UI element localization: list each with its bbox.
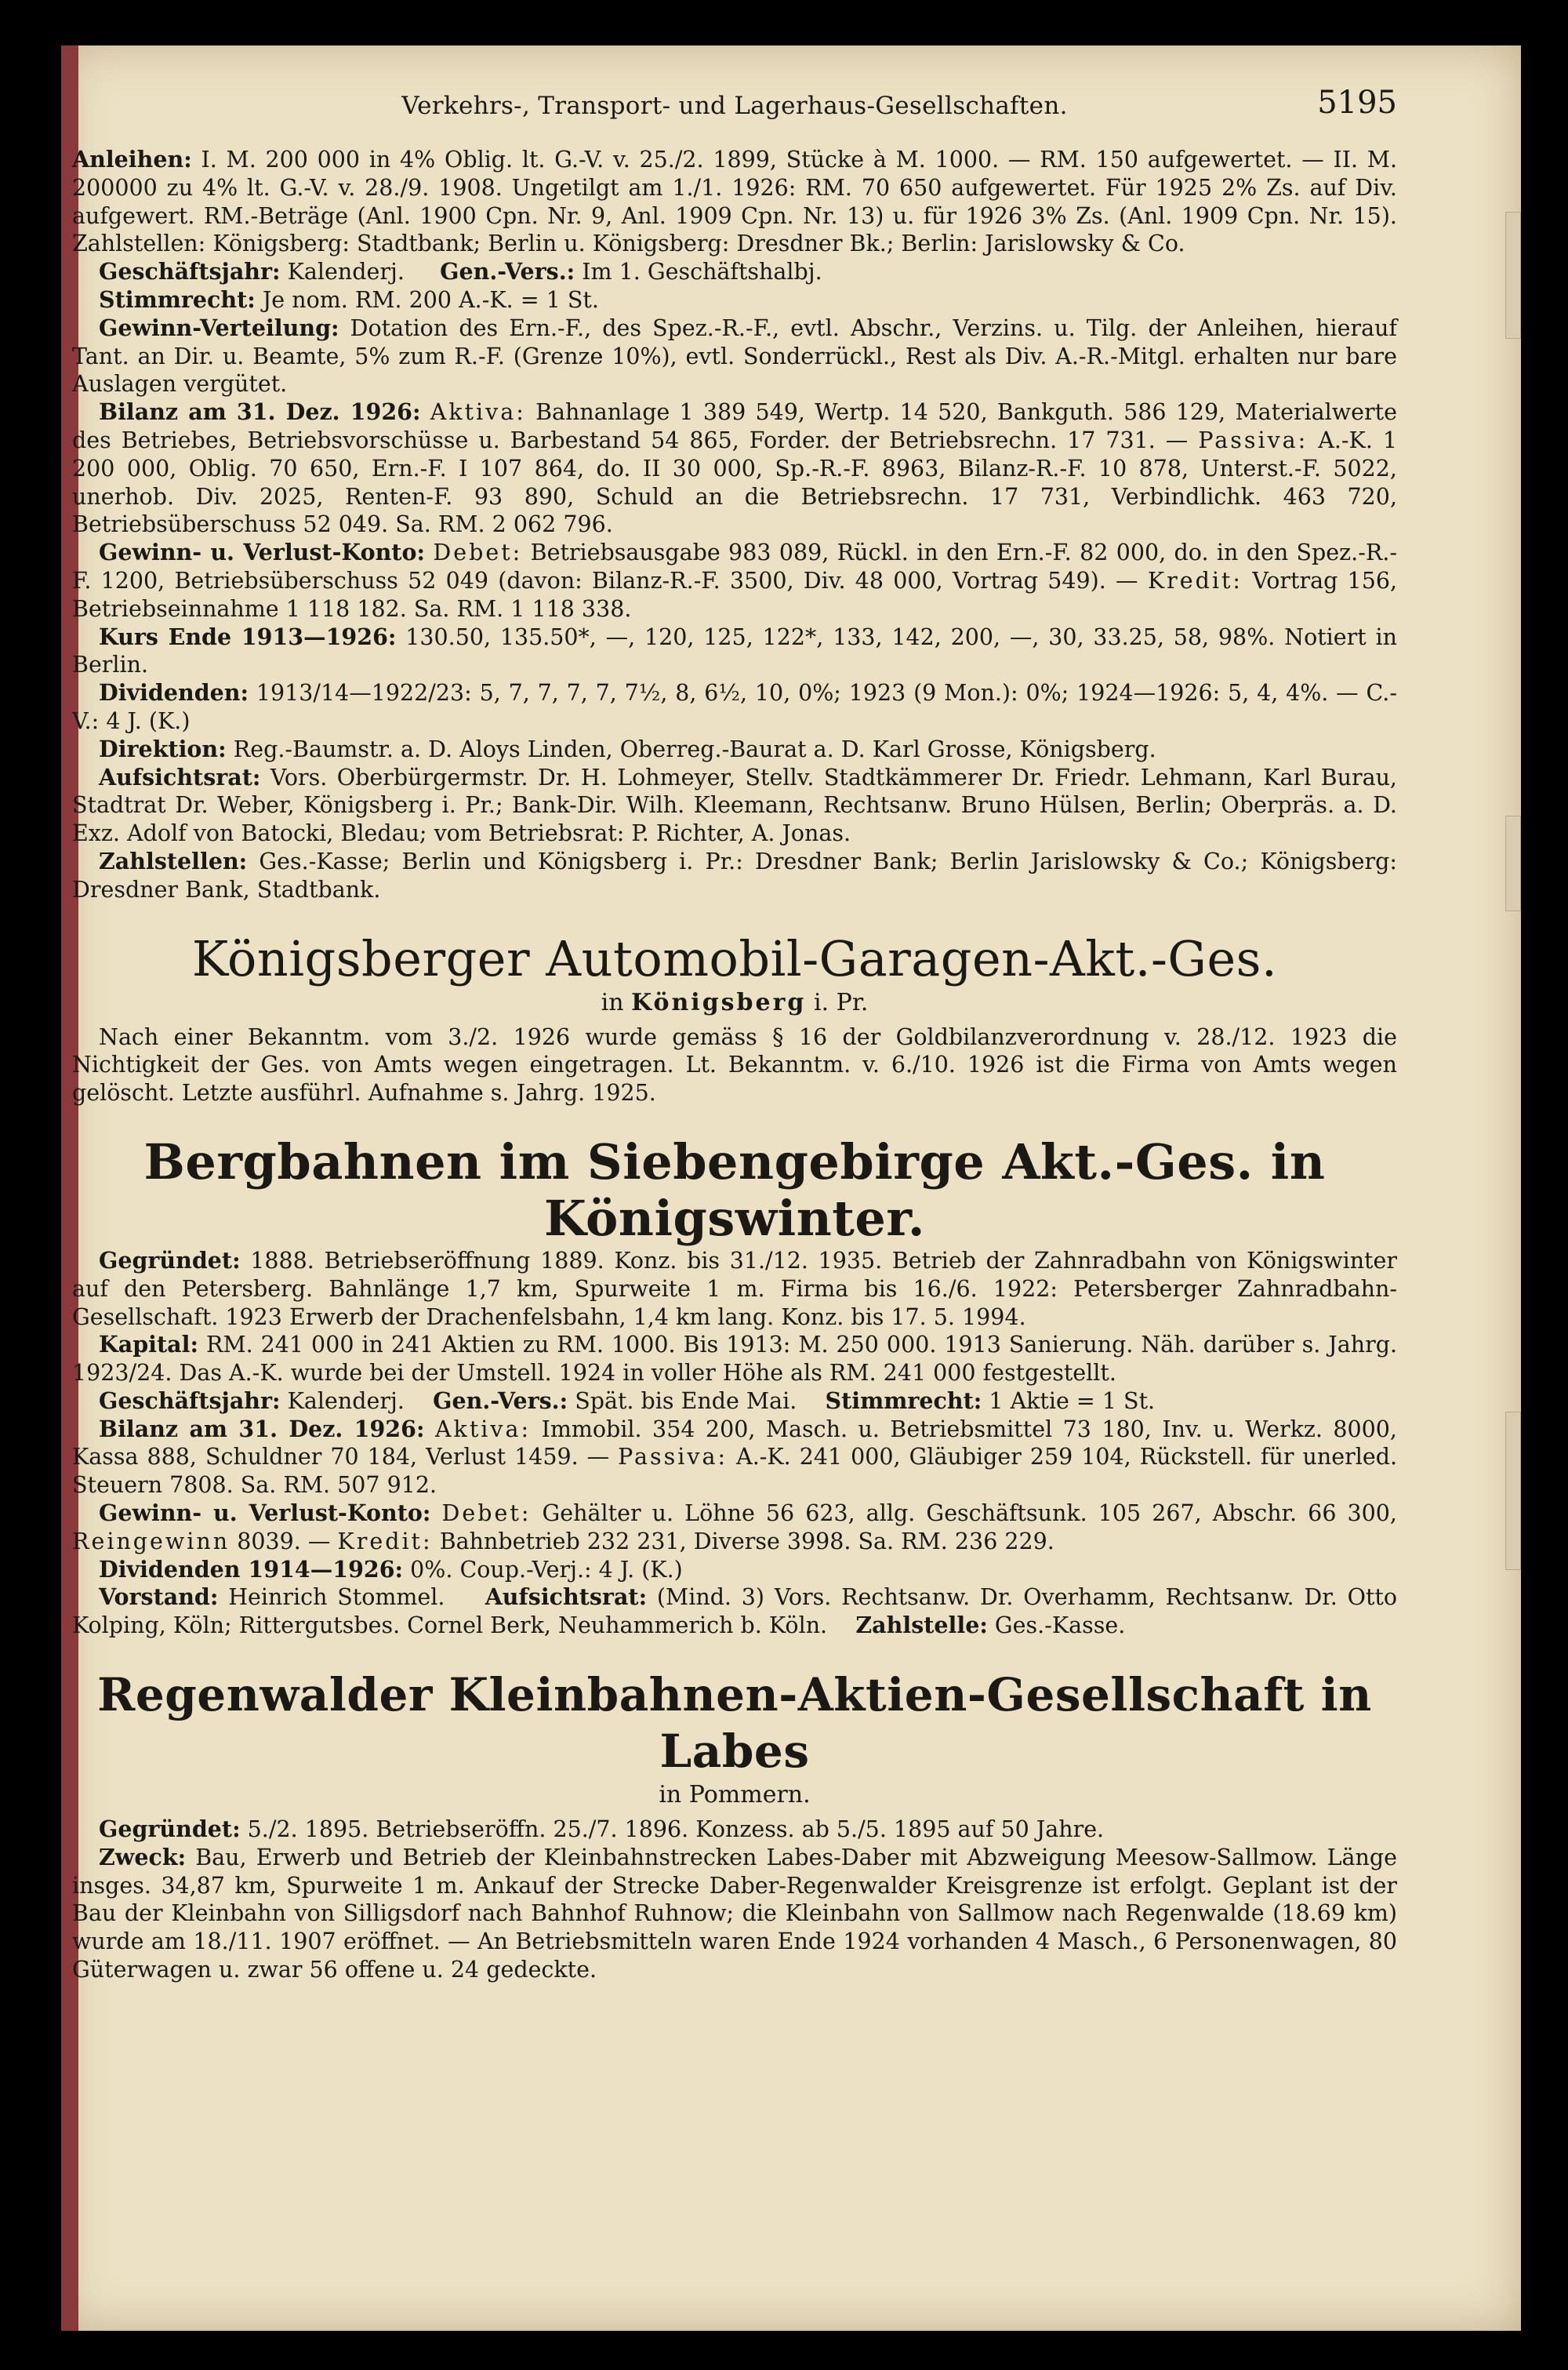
page-tab	[1505, 816, 1521, 911]
page-header	[72, 86, 1397, 146]
kurs-paragraph: Kurs Ende 1913—1926: 130.50, 135.50*, —, 120, 125, 122*, 133, 142, 200, —, 30, 33.25, 58, 98%. Notiert in Berlin.	[72, 623, 1398, 678]
page-tab	[1505, 212, 1521, 339]
sieb-vorstand: Vorstand: Heinrich Stommel. Aufsichtsrat: (Mind. 3) Vors. Rechtsanw. Dr. Overhamm, Rechtsanw. Dr. Otto Kolping, Köln; Rittergutsbes. Cornel Berk, Neuhammerich b. Köln. Zahlstelle: Ges.-Kasse.	[72, 1583, 1398, 1639]
page-number: 5195	[1317, 85, 1397, 121]
dividenden-paragraph: Dividenden: 1913/14—1922/23: 5, 7, 7, 7, 7, 7½, 8, 6½, 10, 0%; 1923 (9 Mon.): 0%; 1924—1926: 5, 4, 4%. — C.-V.: 4 J. (K.)	[72, 679, 1397, 734]
guv-paragraph: Gewinn- u. Verlust-Konto: Debet: Betriebsausgabe 983 089, Rückl. in den Ern.-F. 82 000, do. in den Spez.-R.-F. 1200, Betriebsüberschuss 52 049 (davon: Bilanz-R.-F. 3500, Div. 48 000, Vortrag 549). — Kredit: Vortrag 156, Betriebseinnahme 1 118 182. Sa. RM. 1 118 338.	[72, 539, 1398, 622]
sieb-guv: Gewinn- u. Verlust-Konto: Debet: Gehälter u. Löhne 56 623, allg. Geschäftsunk. 105 267, Abschr. 66 300, Reingewinn 8039. — Kredit: Bahnbetrieb 232 231, Diverse 3998. Sa. RM. 236 229.	[72, 1499, 1397, 1554]
rege-gegruendet: Gegründet: 5./2. 1895. Betriebseröffn. 25./7. 1896. Konzess. ab 5./5. 1895 auf 50 Jahre.	[99, 1816, 1105, 1843]
running-title: Verkehrs-, Transport- und Lagerhaus-Gesellschaften.	[401, 92, 1068, 120]
sieb-gegruendet: Gegründet: 1888. Betriebseröffnung 1889. Konz. bis 31./12. 1935. Betrieb der Zahnradbahn von Königswinter auf den Petersberg. Bahnlänge 1,7 km, Spurweite 1 m. Firma bis 16./6. 1922: Petersberger Zahnradbahn-Gesellschaft. 1923 Erwerb der Drachenfelsbahn, 1,4 km lang. Konz. bis 17. 5. 1994.	[72, 1246, 1397, 1330]
sieb-kapital: Kapital: RM. 241 000 in 241 Aktien zu RM. 1000. Bis 1913: M. 250 000. 1913 Sanierung. Näh. darüber s. Jahrg. 1923/24. Das A.-K. wurde bei der Umstell. 1924 in voller Höhe als RM. 241 000 festgestellt.	[72, 1331, 1398, 1387]
page-tab	[1505, 1412, 1521, 1570]
geschaeftsjahr-paragraph: Geschäftsjahr: Kalenderj. Gen.-Vers.: Im 1. Geschäftshalbj.	[99, 258, 822, 285]
rege-zweck: Zweck: Bau, Erwerb und Betrieb der Kleinbahnstrecken Labes-Daber mit Abzweigung Meesow-Sallmow. Länge insges. 34,87 km, Spurweite 1 m. Ankauf der Strecke Daber-Regenwalder Kreisgrenze ist erfolgt. Geplant ist der Bau der Kleinbahn von Silligsdorf nach Bahnhof Ruhnow; die Kleinbahn von Sallmow nach Regenwalde (18.69 km) wurde am 18./11. 1907 eröffnet. — An Betriebsmitteln waren Ende 1924 vorhanden 4 Masch., 6 Personenwagen, 80 Güterwagen u. zwar 56 offene u. 24 gedeckte.	[72, 1843, 1397, 1983]
company-title-kag: Königsberger Automobil-Garagen-Akt.-Ges.	[191, 929, 1278, 987]
page-content	[72, 86, 1397, 1984]
bilanz-paragraph: Bilanz am 31. Dez. 1926: Aktiva: Bahnanlage 1 389 549, Wertp. 14 520, Bankguth. 586 129, Materialwerte des Betriebes, Betriebsvorschüsse u. Barbestand 54 865, Forder. der Betriebsrechn. 17 731. — Passiva: A.-K. 1 200 000, Oblig. 70 650, Ern.-F. I 107 864, do. II 30 000, Sp.-R.-F. 8963, Bilanz-R.-F. 10 878, Unterst.-F. 5022, unerhob. Div. 2025, Renten-F. 93 890, Schuld an die Betriebsrechn. 17 731, Verbindlichk. 463 720, Betriebsüberschuss 52 049. Sa. RM. 2 062 796.	[72, 398, 1398, 538]
sieb-geschaeftsjahr: Geschäftsjahr: Kalenderj. Gen.-Vers.: Spät. bis Ende Mai. Stimmrecht: 1 Aktie = 1 St.	[99, 1387, 1156, 1414]
sieb-dividenden: Dividenden 1914—1926: 0%. Coup.-Verj.: 4 J. (K.)	[99, 1555, 683, 1583]
aufsichtsrat-paragraph: Aufsichtsrat: Vors. Oberbürgermstr. Dr. H. Lohmeyer, Stellv. Stadtkämmerer Dr. Friedr. Lehmann, Karl Burau, Stadtrat Dr. Weber, Königsberg i. Pr.; Bank-Dir. Wilh. Kleemann, Rechtsanw. Bruno Hülsen, Berlin; Oberpräs. a. D. Exz. Adolf von Batocki, Bledau; vom Betriebsrat: P. Richter, A. Jonas.	[72, 763, 1397, 847]
company-title-rege: Regenwalder Kleinbahnen-Aktien-Gesellschaft in Labes	[97, 1668, 1372, 1779]
gewinnverteilung-paragraph: Gewinn-Verteilung: Dotation des Ern.-F., des Spez.-R.-F., evtl. Abschr., Verzins. u. Tilg. der Anleihen, hierauf Tant. an Dir. u. Beamte, 5% zum R.-F. (Grenze 10%), evtl. Sonderrückl., Rest als Div. A.-R.-Mitgl. erhalten nur bare Auslagen vergütet.	[72, 314, 1397, 398]
kag-text: Nach einer Bekanntm. vom 3./2. 1926 wurde gemäss § 16 der Goldbilanzverordnung v. 28./12. 1923 die Nichtigkeit der Ges. von Amts wegen eingetragen. Lt. Bekanntm. v. 6./10. 1926 ist die Firma von Amts wegen gelöscht. Letzte ausführl. Aufnahme s. Jahrg. 1925.	[72, 1023, 1397, 1107]
company-title-sieb: Bergbahnen im Siebengebirge Akt.-Ges. in Königswinter.	[143, 1132, 1326, 1247]
sieb-bilanz: Bilanz am 31. Dez. 1926: Aktiva: Immobil. 354 200, Masch. u. Betriebsmittel 73 180, Inv. u. Werkz. 8000, Kassa 888, Schuldner 70 184, Verlust 1459. — Passiva: A.-K. 241 000, Gläubiger 259 104, Rückstell. für unerled. Steuern 7808. Sa. RM. 507 912.	[72, 1415, 1397, 1499]
stimmrecht-paragraph: Stimmrecht: Je nom. RM. 200 A.-K. = 1 St.	[99, 285, 599, 313]
company-location-kag: in Königsberg i. Pr.	[601, 988, 869, 1016]
zahlstellen-paragraph: Zahlstellen: Ges.-Kasse; Berlin und Königsberg i. Pr.: Dresdner Bank; Berlin Jarislowsky & Co.; Königsberg: Dresdner Bank, Stadtbank.	[72, 847, 1397, 903]
direktion-paragraph: Direktion: Reg.-Baumstr. a. D. Aloys Linden, Oberreg.-Baurat a. D. Karl Grosse, Königsberg.	[99, 735, 1156, 762]
anleihen-paragraph: Anleihen: I. M. 200 000 in 4% Oblig. lt. G.-V. v. 25./2. 1899, Stücke à M. 1000. — RM. 150 aufgewertet. — II. M. 200000 zu 4% lt. G.-V. v. 28./9. 1908. Ungetilgt am 1./1. 1926: RM. 70 650 aufgewertet. Für 1925 2% Zs. auf Div. aufgewert. RM.-Beträge (Anl. 1900 Cpn. Nr. 9, Anl. 1909 Cpn. Nr. 13) u. für 1926 3% Zs. (Anl. 1909 Cpn. Nr. 15). Zahlstellen: Königsberg: Stadtbank; Berlin u. Königsberg: Dresdner Bk.; Berlin: Jarislowsky & Co.	[72, 146, 1398, 257]
company-location-rege: in Pommern.	[659, 1781, 811, 1809]
